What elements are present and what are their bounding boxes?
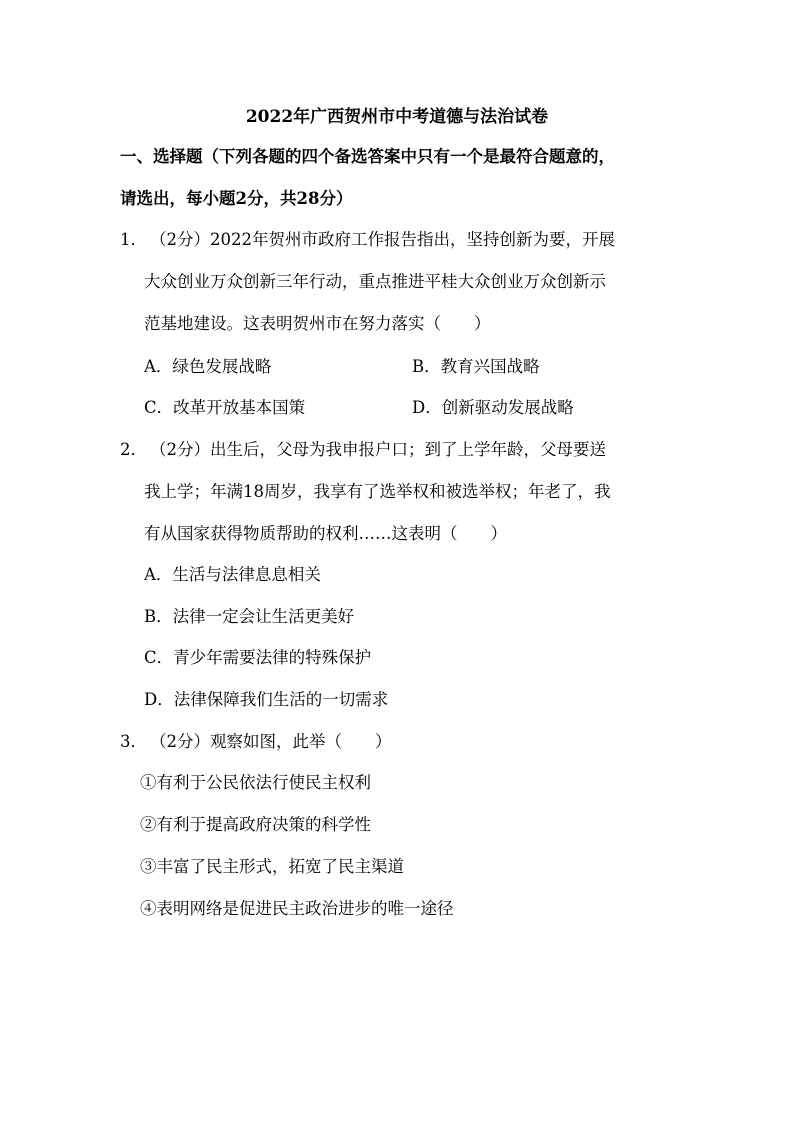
question-3-number: 3． [120, 732, 147, 751]
question-1-option-c: C．改革开放基本国策 [144, 398, 306, 417]
question-1-option-a: A．绿色发展战略 [144, 357, 272, 376]
question-3-item-2: ②有利于提高政府决策的科学性 [140, 815, 371, 834]
question-1-stem-line-2: 大众创业万众创新三年行动，重点推进平桂大众创业万众创新示 [144, 272, 606, 291]
question-3-item-4: ④表明网络是促进民主政治进步的唯一途径 [140, 899, 454, 918]
page-title: 2022年广西贺州市中考道德与法治试卷 [245, 107, 549, 127]
question-1-stem-line-1: （2分）2022年贺州市政府工作报告指出，坚持创新为要，开展 [150, 230, 615, 249]
section-heading-line-2: 请选出，每小题2分，共28分） [120, 189, 353, 208]
question-1-option-d: D．创新驱动发展战略 [412, 398, 574, 417]
question-3-item-1: ①有利于公民依法行使民主权利 [140, 773, 371, 792]
question-3-stem-line-1: （2分）观察如图，此举（ ） [150, 732, 392, 751]
question-2-option-b: B．法律一定会让生活更美好 [144, 607, 355, 626]
question-2-stem-line-1: （2分）出生后，父母为我申报户口；到了上学年龄，父母要送 [150, 440, 606, 459]
question-1-stem-line-3: 范基地建设。这表明贺州市在努力落实（ ） [144, 314, 491, 333]
question-2-first-line [120, 438, 606, 462]
question-3-item-3: ③丰富了民主形式，拓宽了民主渠道 [140, 857, 404, 876]
question-1-option-b: B．教育兴国战略 [412, 357, 540, 376]
question-2-number: 2． [120, 440, 147, 459]
question-2-option-c: C．青少年需要法律的特殊保护 [144, 648, 372, 667]
section-heading-line-1: 一、选择题（下列各题的四个备选答案中只有一个是最符合题意的， [120, 147, 615, 166]
question-2-option-a: A．生活与法律息息相关 [144, 565, 321, 584]
question-1-first-line [120, 228, 615, 252]
question-2-stem-line-3: 有从国家获得物质帮助的权利……这表明（ ） [144, 524, 507, 543]
question-1-number: 1． [120, 230, 147, 249]
question-2-option-d: D．法律保障我们生活的一切需求 [144, 690, 389, 709]
question-3-first-line [120, 730, 392, 754]
question-2-stem-line-2: 我上学；年满18周岁，我享有了选举权和被选举权；年老了，我 [144, 482, 611, 501]
